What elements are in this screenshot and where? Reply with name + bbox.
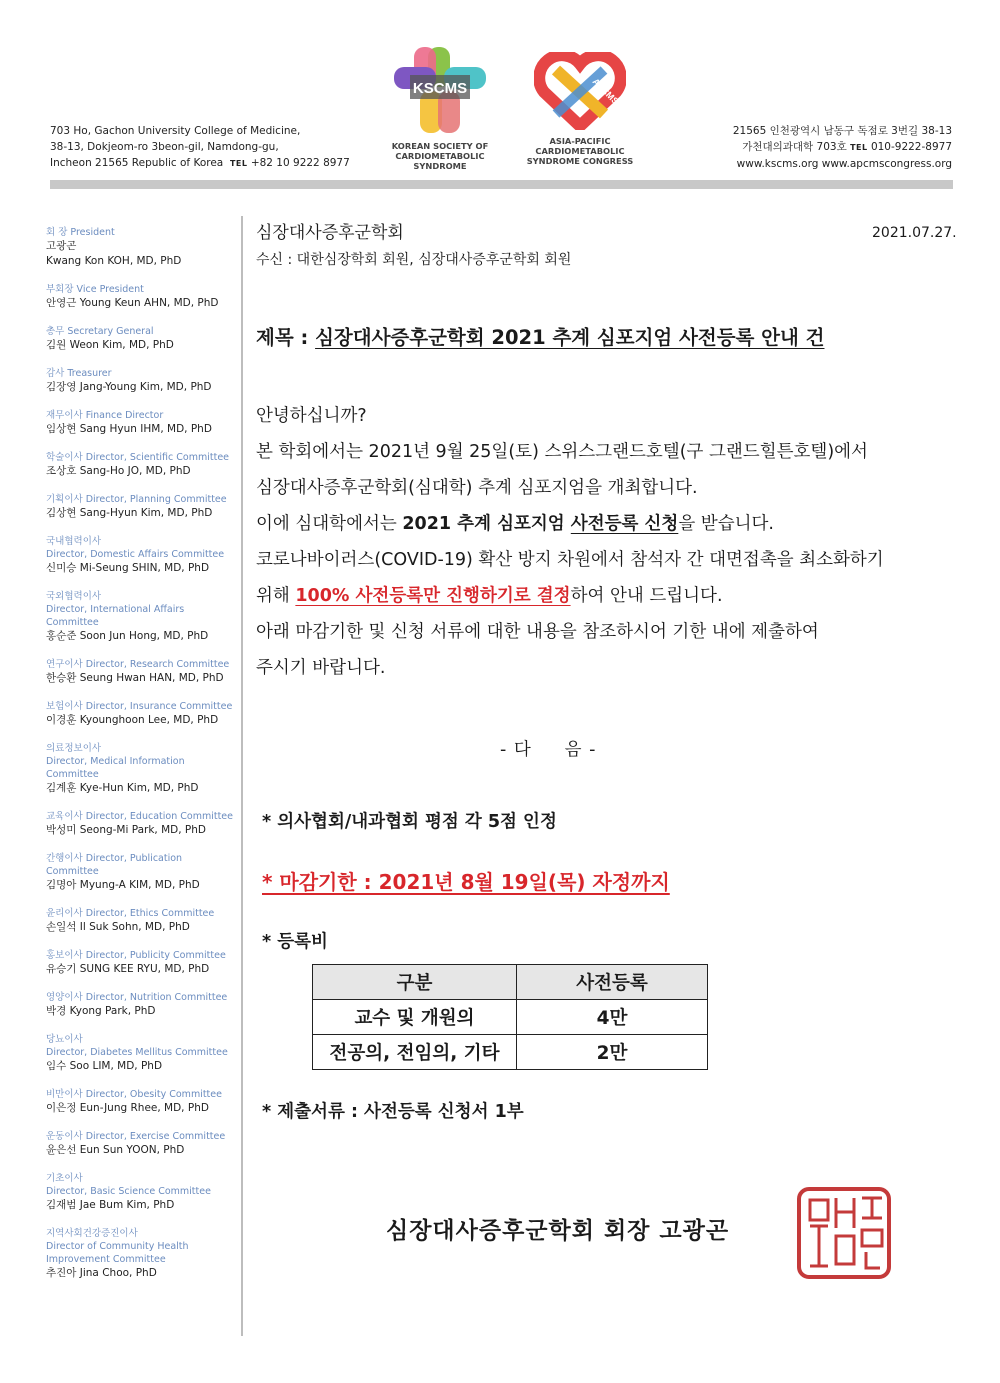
officer-entry — [46, 451, 236, 479]
officer-role: 윤리이사 Director, Ethics Committee — [46, 908, 215, 919]
officer-role: 교육이사 Director, Education Committee — [46, 811, 233, 822]
officer-role: 학술이사 Director, Scientific Committee — [46, 452, 230, 463]
officer-role: 보험이사 Director, Insurance Committee — [46, 701, 233, 712]
officer-entry — [46, 949, 236, 977]
officer-entry — [46, 1130, 236, 1158]
officer-sidebar — [46, 226, 236, 1295]
officer-name: 김재범 Jae Bum Kim, PhD — [46, 1199, 175, 1211]
officer-role: 국내협력이사 Director, Domestic Affairs Committee — [46, 536, 225, 560]
officer-name: 홍순준 Soon Jun Hong, MD, PhD — [46, 630, 209, 642]
officer-role: 비만이사 Director, Obesity Committee — [46, 1089, 222, 1100]
officer-entry — [46, 1033, 236, 1074]
fee-table — [312, 964, 708, 1070]
sender-org: 심장대사증후군학회 — [256, 223, 404, 243]
item-documents: * 제출서류 : 사전등록 신청서 1부 — [262, 1102, 524, 1122]
table-row: 전공의, 전임의, 기타 2만 — [313, 1035, 708, 1070]
officer-name: 김장영 Jang-Young Kim, MD, PhD — [46, 381, 212, 393]
officer-role: 홍보이사 Director, Publicity Committee — [46, 950, 226, 961]
officer-role: 회 장 President — [46, 227, 115, 238]
officer-name: 박성미 Seong-Mi Park, MD, PhD — [46, 824, 206, 836]
kscms-caption: KOREAN SOCIETY OF CARDIOMETABOLIC SYNDROME — [391, 141, 489, 171]
officer-name: 김상현 Sang-Hyun Kim, MD, PhD — [46, 507, 213, 519]
officer-name: 임수 Soo LIM, MD, PhD — [46, 1060, 163, 1072]
officer-entry — [46, 367, 236, 395]
officer-role: 국외협력이사 Director, International Affairs Committee — [46, 591, 185, 628]
header-address-ko: 21565 인천광역시 남동구 독점로 3번길 38-13 가천대의과대학 703호 TEL 010-9222-8977 www.kscms.org www.apcmscongress.org — [732, 125, 952, 170]
header-address-en: 703 Ho, Gachon University College of Medicine, 38-13, Dokjeom-ro 3beon-gil, Namdong-gu, Incheon 21565 Republic of Korea TEL +82 10 9222 8977 — [50, 125, 350, 169]
officer-role: 재무이사 Finance Director — [46, 410, 164, 421]
officer-entry — [46, 226, 236, 269]
header-divider — [50, 180, 953, 189]
officer-name: 김계훈 Kye-Hun Kim, MD, PhD — [46, 782, 199, 794]
officer-role: 지역사회건강증진이사 Director of Community Health Improvement Committee — [46, 1228, 189, 1265]
officer-entry — [46, 907, 236, 935]
official-seal — [796, 1186, 892, 1280]
officer-name: 신미승 Mi-Seung SHIN, MD, PhD — [46, 562, 210, 574]
item-credit-points: * 의사협회/내과협회 평점 각 5점 인정 — [262, 812, 557, 832]
letter-body: 안녕하십니까? 본 학회에서는 2021년 9월 25일(토) 스위스그랜드호텔(구 그랜드힐튼호텔)에서 심장대사증후군학회(심대학) 추계 심포지엄을 개최합니다. 이에 심대학에서는 2021 추계 심포지엄 사전등록 신청을 받습니다. 코로나바이러스(COVID-19) 확산 방지 차원에서 참석자 간 대면접촉을 최소화하기 위해 100% 사전등록만 진행하기로 결정하여 안내 드립니다. 아래 마감기한 및 신청 서류에 대한 내용을 참조하시어 기한 내에 제출하여 주시기 바랍니다. — [256, 398, 966, 686]
officer-name: 임상현 Sang Hyun IHM, MD, PhD — [46, 423, 212, 435]
officer-name: 고광곤 — [46, 240, 77, 252]
officer-name: 손일석 Il Suk Sohn, MD, PhD — [46, 921, 190, 933]
officer-role: 연구이사 Director, Research Committee — [46, 659, 230, 670]
officer-entry — [46, 852, 236, 893]
item-deadline: * 마감기한 : 2021년 8월 19일(목) 자정까지 — [262, 870, 670, 894]
officer-role: 기획이사 Director, Planning Committee — [46, 494, 227, 505]
table-row: 교수 및 개원의 4만 — [313, 1000, 708, 1035]
officer-name: 추진아 Jina Choo, PhD — [46, 1267, 157, 1279]
officer-name: 박경 Kyong Park, PhD — [46, 1005, 156, 1017]
officer-name: 이경훈 Kyounghoon Lee, MD, PhD — [46, 714, 219, 726]
officer-role: 운동이사 Director, Exercise Committee — [46, 1131, 226, 1142]
greeting: 안녕하십니까? — [256, 406, 367, 426]
officer-name: Kwang Kon KOH, MD, PhD — [46, 255, 182, 267]
officer-entry — [46, 700, 236, 728]
recipients: 수신 : 대한심장학회 회원, 심장대사증후군학회 회원 — [256, 252, 572, 268]
apcms-caption: ASIA-PACIFIC CARDIOMETABOLIC SYNDROME CONGRESS — [526, 136, 634, 166]
officer-entry — [46, 1172, 236, 1213]
officer-entry — [46, 283, 236, 311]
officer-entry — [46, 658, 236, 686]
officer-role: 총무 Secretary General — [46, 326, 154, 337]
officer-entry — [46, 1088, 236, 1116]
highlight-notice: 100% 사전등록만 진행하기로 결정 — [295, 586, 571, 606]
officer-entry — [46, 810, 236, 838]
officer-role: 부회장 Vice President — [46, 284, 144, 295]
officer-entry — [46, 590, 236, 644]
svg-text:APCMS: APCMS — [590, 76, 621, 107]
officer-name: 김원 Weon Kim, MD, PhD — [46, 339, 174, 351]
kscms-logo-mark — [392, 45, 488, 135]
officer-name: 윤은선 Eun Sun YOON, PhD — [46, 1144, 185, 1156]
officer-entry — [46, 493, 236, 521]
section-heading: - 다 음 - — [500, 740, 597, 760]
officer-entry — [46, 742, 236, 796]
officer-role: 의료정보이사 Director, Medical Information Committee — [46, 743, 185, 780]
officer-role: 기초이사 Director, Basic Science Committee — [46, 1173, 211, 1197]
signature: 심장대사증후군학회 회장 고광곤 — [386, 1218, 730, 1244]
officer-entry — [46, 1227, 236, 1281]
apcms-logo — [522, 52, 638, 166]
officer-entry — [46, 409, 236, 437]
table-header-row: 구분 사전등록 — [313, 965, 708, 1000]
officer-name: 김명아 Myung-A KIM, MD, PhD — [46, 879, 200, 891]
officer-entry — [46, 991, 236, 1019]
item-fee: * 등록비 — [262, 932, 328, 952]
officer-role: 감사 Treasurer — [46, 368, 112, 379]
officer-entry — [46, 535, 236, 576]
sidebar-divider — [241, 216, 243, 1336]
apcms-logo-mark — [534, 52, 626, 130]
officer-role: 영양이사 Director, Nutrition Committee — [46, 992, 228, 1003]
svg-text:KSCMS: KSCMS — [412, 80, 468, 97]
subject-line: 제목 : 심장대사증후군학회 2021 추계 심포지엄 사전등록 안내 건 — [256, 326, 825, 349]
kscms-logo — [372, 45, 508, 171]
officer-name: 조상호 Sang-Ho JO, MD, PhD — [46, 465, 191, 477]
officer-entry — [46, 325, 236, 353]
officer-name: 안영근 Young Keun AHN, MD, PhD — [46, 297, 219, 309]
officer-role: 당뇨이사 Director, Diabetes Mellitus Committee — [46, 1034, 228, 1058]
officer-name: 한승환 Seung Hwan HAN, MD, PhD — [46, 672, 224, 684]
officer-name: 이은정 Eun-Jung Rhee, MD, PhD — [46, 1102, 209, 1114]
letter-date: 2021.07.27. — [872, 225, 957, 241]
officer-name: 유승기 SUNG KEE RYU, MD, PhD — [46, 963, 210, 975]
officer-role: 간행이사 Director, Publication Committee — [46, 853, 183, 877]
